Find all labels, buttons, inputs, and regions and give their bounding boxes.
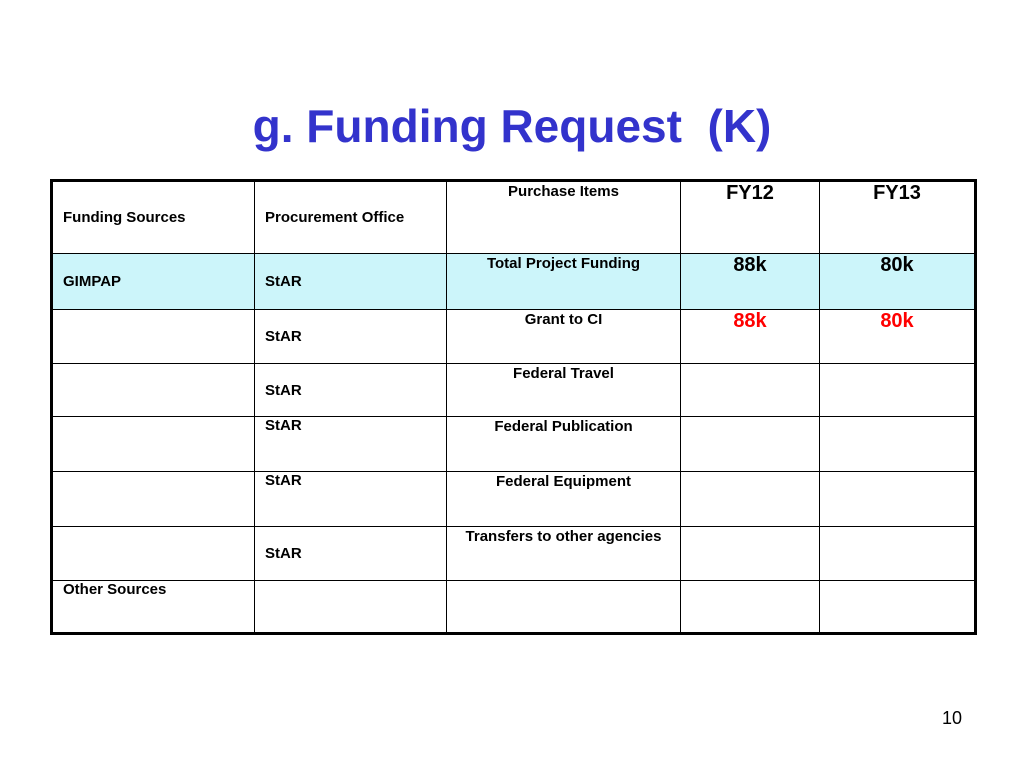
row-funding-source [52,417,255,472]
row-procurement-office: StAR [255,310,447,364]
row-purchase-item [447,581,681,634]
row-purchase-item: Grant to CI [447,310,681,364]
row-procurement-office [255,581,447,634]
row-funding-source: Other Sources [52,581,255,634]
row-fy13-value [820,581,976,634]
row-funding-source [52,472,255,527]
table-row [52,527,976,581]
header-fy12: FY12 [681,181,820,254]
funding-table [50,179,977,635]
header-row [52,181,976,254]
row-funding-source [52,310,255,364]
row-purchase-item: Federal Travel [447,364,681,417]
header-fy13: FY13 [820,181,976,254]
header-procurement-office: Procurement Office [255,181,447,254]
row-fy12-value [681,417,820,472]
table-row [52,472,976,527]
row-fy13-value: 80k [820,310,976,364]
table-row [52,581,976,634]
table-row [52,364,976,417]
row-funding-source [52,527,255,581]
header-purchase-items: Purchase Items [447,181,681,254]
row-procurement-office: StAR [255,472,447,527]
table-row [52,417,976,472]
row-purchase-item: Total Project Funding [447,254,681,310]
row-fy12-value [681,364,820,417]
row-funding-source: GIMPAP [52,254,255,310]
row-fy12-value: 88k [681,254,820,310]
page-number: 10 [941,708,962,728]
row-fy12-value: 88k [681,310,820,364]
row-fy12-value [681,472,820,527]
row-fy12-value [681,581,820,634]
row-procurement-office: StAR [255,254,447,310]
row-purchase-item: Transfers to other agencies [447,527,681,581]
row-procurement-office: StAR [255,527,447,581]
row-funding-source [52,364,255,417]
table-row [52,310,976,364]
row-procurement-office: StAR [255,417,447,472]
row-fy13-value [820,527,976,581]
row-fy13-value [820,417,976,472]
row-fy12-value [681,527,820,581]
row-purchase-item: Federal Equipment [447,472,681,527]
header-funding-sources: Funding Sources [52,181,255,254]
row-fy13-value: 80k [820,254,976,310]
row-fy13-value [820,472,976,527]
slide-title: g. Funding Request (K) [252,100,772,152]
table-row [52,254,976,310]
row-purchase-item: Federal Publication [447,417,681,472]
row-fy13-value [820,364,976,417]
row-procurement-office: StAR [255,364,447,417]
